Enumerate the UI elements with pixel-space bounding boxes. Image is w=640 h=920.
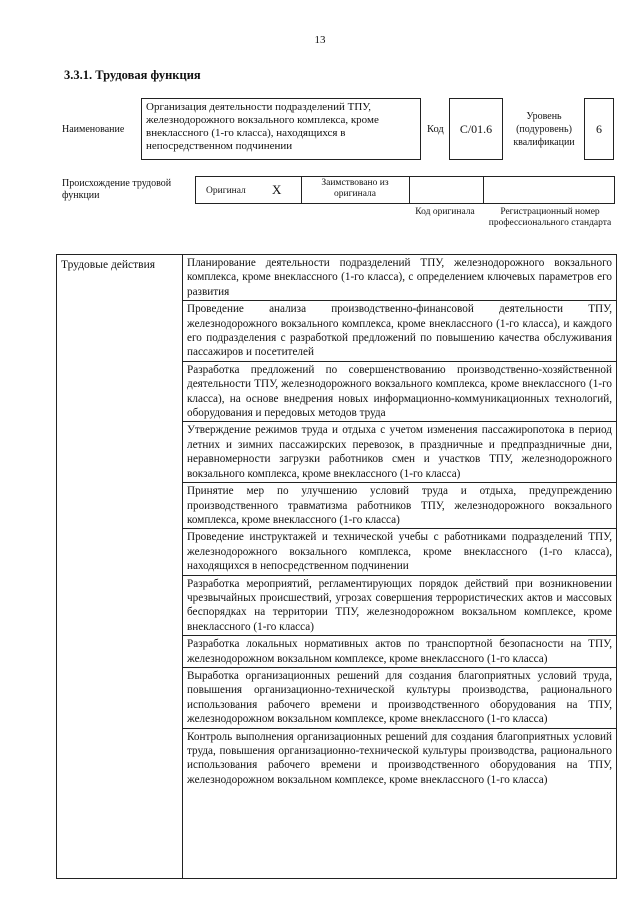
name-label: Наименование [62,124,125,135]
origin-table [195,176,615,204]
origin-divider [483,177,484,203]
labor-action-row: Контроль выполнения организационных решений для создания благоприятных условий труда, повышения организационно-технической культуры производства, рационального использования рабочего времени и производственного оборудования на ТПУ, железнодорожном вокзальном комплексе, кроме внеклассного (1-го класса) [187,730,612,786]
level-label: Уровень (подуровень) квалификации [513,111,575,148]
labor-action-row: Выработка организационных решений для создания благоприятных условий труда, повышения организационно-технической культуры производства, рационального использования рабочего времени и производственного оборудования на ТПУ, железнодорожном вокзальном комплексе, кроме внеклассного (1-го класса) [183,668,616,729]
labor-actions-label: Трудовые действия [61,259,156,271]
original-mark: Х [272,182,282,197]
origin-divider [301,177,302,203]
labor-action-row: Принятие мер по улучшению условий труда и отдыха, предупреждению производственного травматизма работников ТПУ, железнодорожного вокзального комплекса, кроме внеклассного (1-го класса) [183,483,616,529]
labor-action-row: Разработка мероприятий, регламентирующих порядок действий при возникновении чрезвычайных происшествий, угрозах совершения террористических актов и массовых беспорядках на территории ТПУ, железнодорожном вокзальном комплексе, кроме внеклассного (1-го класса) [183,576,616,637]
section-title: 3.3.1. Трудовая функция [64,68,201,82]
reg-number-caption: Регистрационный номер профессионального стандарта [488,207,612,228]
labor-action-row: Разработка локальных нормативных актов по транспортной безопасности на ТПУ, железнодорожном вокзальном комплексе, кроме внеклассного (1-го класса) [183,636,616,668]
original-label: Оригинал [206,186,246,196]
labor-action-row: Планирование деятельности подразделений ТПУ, железнодорожного вокзального комплекса, кроме внеклассного (1-го класса), с определением ключевых параметров его развития [183,255,616,301]
name-value: Организация деятельности подразделений ТПУ, железнодорожного вокзального комплекса, кроме внеклассного (1-го класса), находящихся в непосредственном подчинении [141,98,421,160]
page-number: 13 [314,34,326,46]
code-original-caption: Код оригинала [415,207,475,217]
origin-label: Происхождение трудовой функции [62,178,172,201]
code-label: Код [427,124,444,135]
origin-divider [409,177,410,203]
labor-action-row: Разработка предложений по совершенствованию производственно-хозяйственной деятельности ТПУ, железнодорожного вокзального комплекса, кроме внеклассного (1-го класса), на основе внедрения новых информационно-коммуникационных технологий, оборудования и передовых методов труда [183,362,616,423]
labor-action-row: Утверждение режимов труда и отдыха с учетом изменения пассажиропотока в период летних и зимних пассажирских перевозок, в праздничные и предпраздничные дни, неравномерности загрузки работников смен и участков ТПУ, железнодорожного вокзального комплекса, кроме внеклассного (1-го класса) [183,422,616,483]
borrowed-label: Заимствовано из оригинала [321,178,389,199]
labor-actions-table [56,254,617,879]
labor-action-row: Проведение инструктажей и технической учебы с работниками подразделений ТПУ, железнодорожного вокзального комплекса, кроме внеклассного (1-го класса), находящихся в непосредственном подчинении [183,529,616,575]
level-value: 6 [584,98,614,160]
labor-actions-list [182,255,616,878]
labor-action-row: Проведение анализа производственно-финансовой деятельности ТПУ, железнодорожного вокзального комплекса, кроме внеклассного (1-го класса), и каждого его подразделения с разработкой предложений по повышению качества обслуживания пассажиров и посетителей [183,301,616,362]
code-value: С/01.6 [449,98,503,160]
